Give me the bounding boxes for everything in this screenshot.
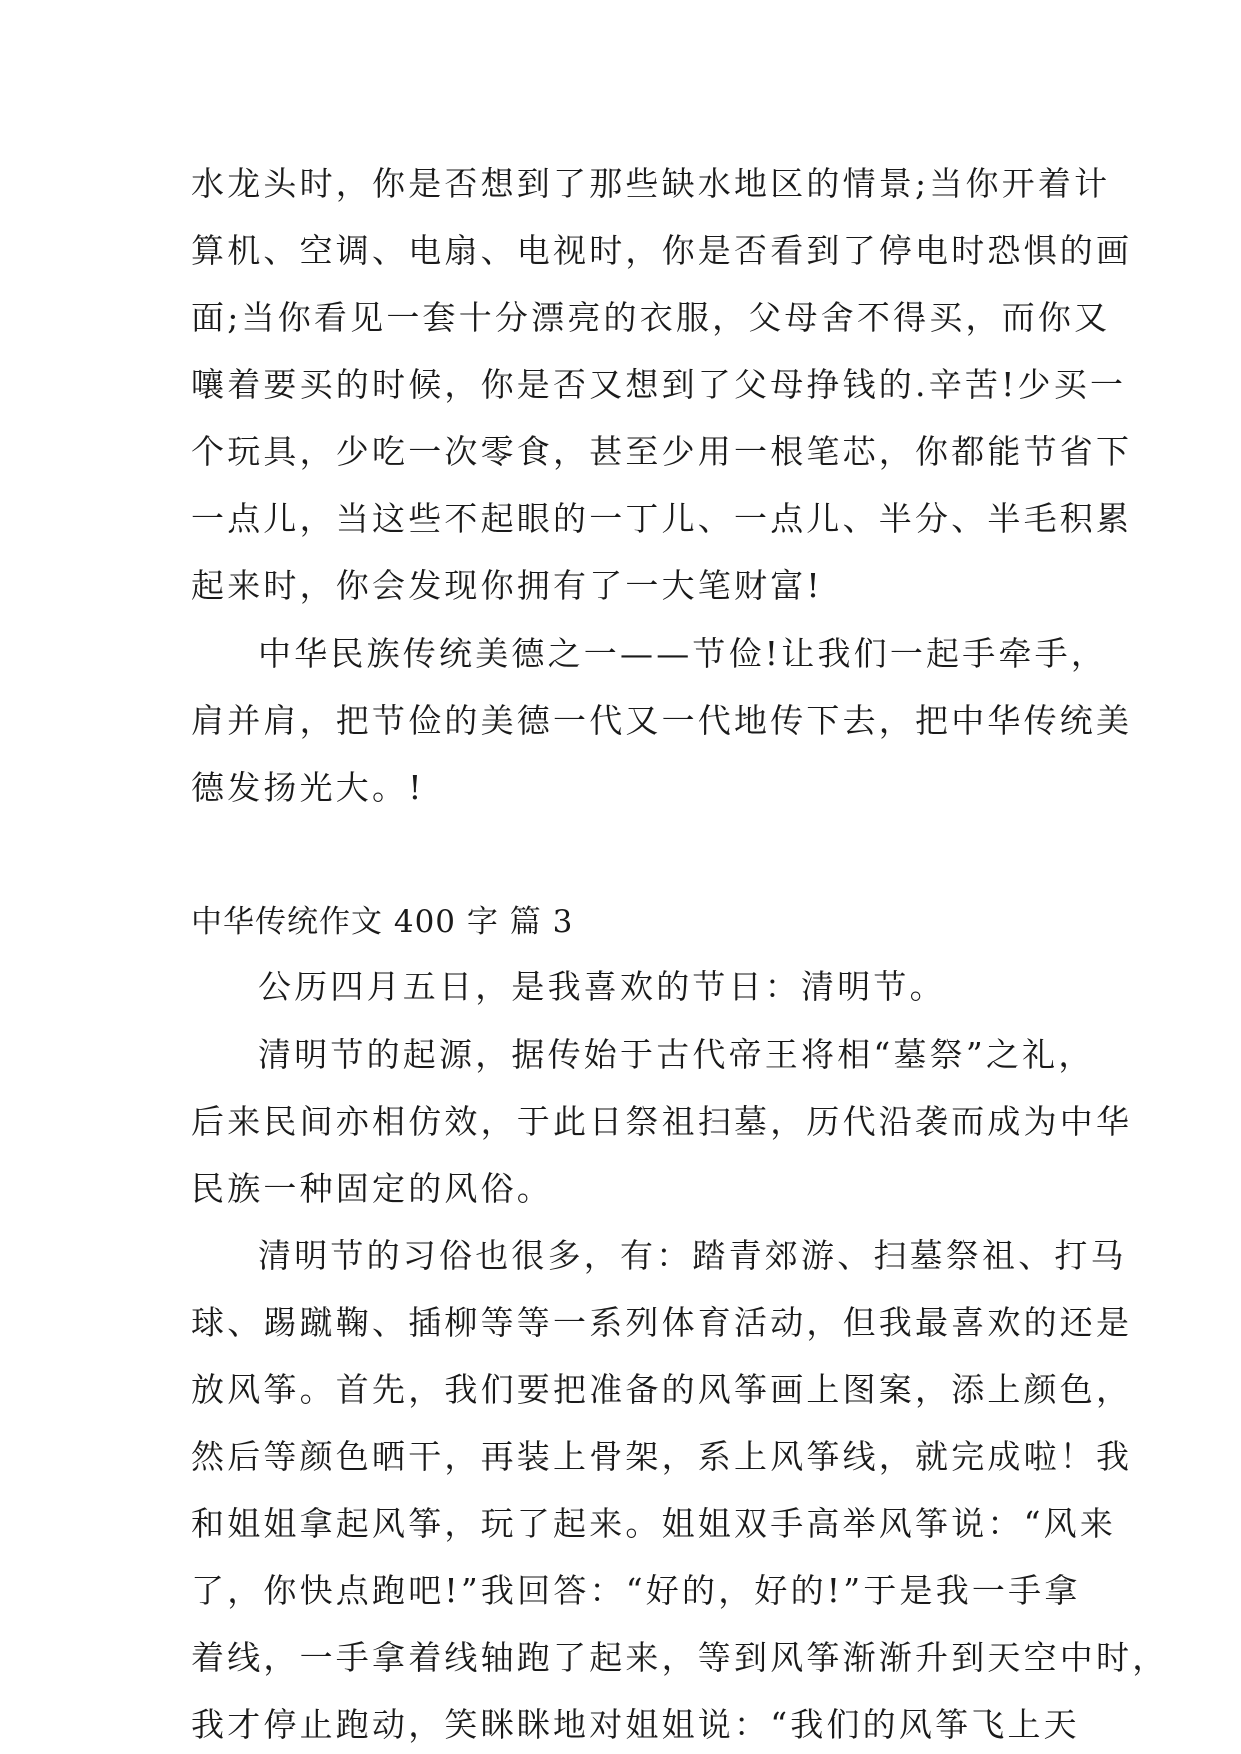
- paragraph-line: 着线，一手拿着线轴跑了起来，等到风筝渐渐升到天空中时，: [191, 1638, 1169, 1677]
- paragraph-line: 后来民间亦相仿效，于此日祭祖扫墓，历代沿袭而成为中华: [191, 1102, 1133, 1141]
- paragraph-line: 了，你快点跑吧!”我回答：“好的，好的!”于是我一手拿: [191, 1571, 1081, 1610]
- section-heading: 中华传统作文 400 字 篇 3: [191, 904, 574, 940]
- paragraph-line: 肩并肩，把节俭的美德一代又一代地传下去，把中华传统美: [191, 701, 1133, 740]
- paragraph-line: 放风筝。首先，我们要把准备的风筝画上图案，添上颜色，: [191, 1370, 1133, 1409]
- paragraph-line: 水龙头时，你是否想到了那些缺水地区的情景;当你开着计: [191, 164, 1111, 203]
- paragraph-line: 面;当你看见一套十分漂亮的衣服，父母舍不得买，而你又: [191, 298, 1111, 337]
- paragraph-line: 起来时，你会发现你拥有了一大笔财富!: [191, 566, 823, 605]
- paragraph-line: 然后等颜色晒干，再装上骨架，系上风筝线，就完成啦！我: [191, 1437, 1133, 1476]
- paragraph-line: 一点儿，当这些不起眼的一丁儿、一点儿、半分、半毛积累: [191, 499, 1133, 538]
- paragraph-line: 中华民族传统美德之一——节俭!让我们一起手牵手，: [258, 634, 1108, 673]
- paragraph-line: 公历四月五日，是我喜欢的节日：清明节。: [258, 967, 946, 1006]
- paragraph-line: 个玩具，少吃一次零食，甚至少用一根笔芯，你都能节省下: [191, 432, 1133, 471]
- paragraph-line: 清明节的起源，据传始于古代帝王将相“墓祭”之礼，: [258, 1035, 1095, 1074]
- paragraph-line: 德发扬光大。!: [191, 768, 425, 807]
- paragraph-line: 球、踢蹴鞠、插柳等等一系列体育活动，但我最喜欢的还是: [191, 1303, 1133, 1342]
- paragraph-line: 嚷着要买的时候，你是否又想到了父母挣钱的.辛苦!少买一: [191, 365, 1127, 404]
- paragraph-line: 民族一种固定的风俗。: [191, 1169, 553, 1208]
- paragraph-line: 算机、空调、电扇、电视时，你是否看到了停电时恐惧的画: [191, 231, 1133, 270]
- paragraph-line: 和姐姐拿起风筝，玩了起来。姐姐双手高举风筝说：“风来: [191, 1504, 1117, 1543]
- paragraph-line: 清明节的习俗也很多，有：踏青郊游、扫墓祭祖、打马: [258, 1236, 1127, 1275]
- paragraph-line: 我才停止跑动，笑眯眯地对姐姐说：“我们的风筝飞上天: [191, 1705, 1080, 1744]
